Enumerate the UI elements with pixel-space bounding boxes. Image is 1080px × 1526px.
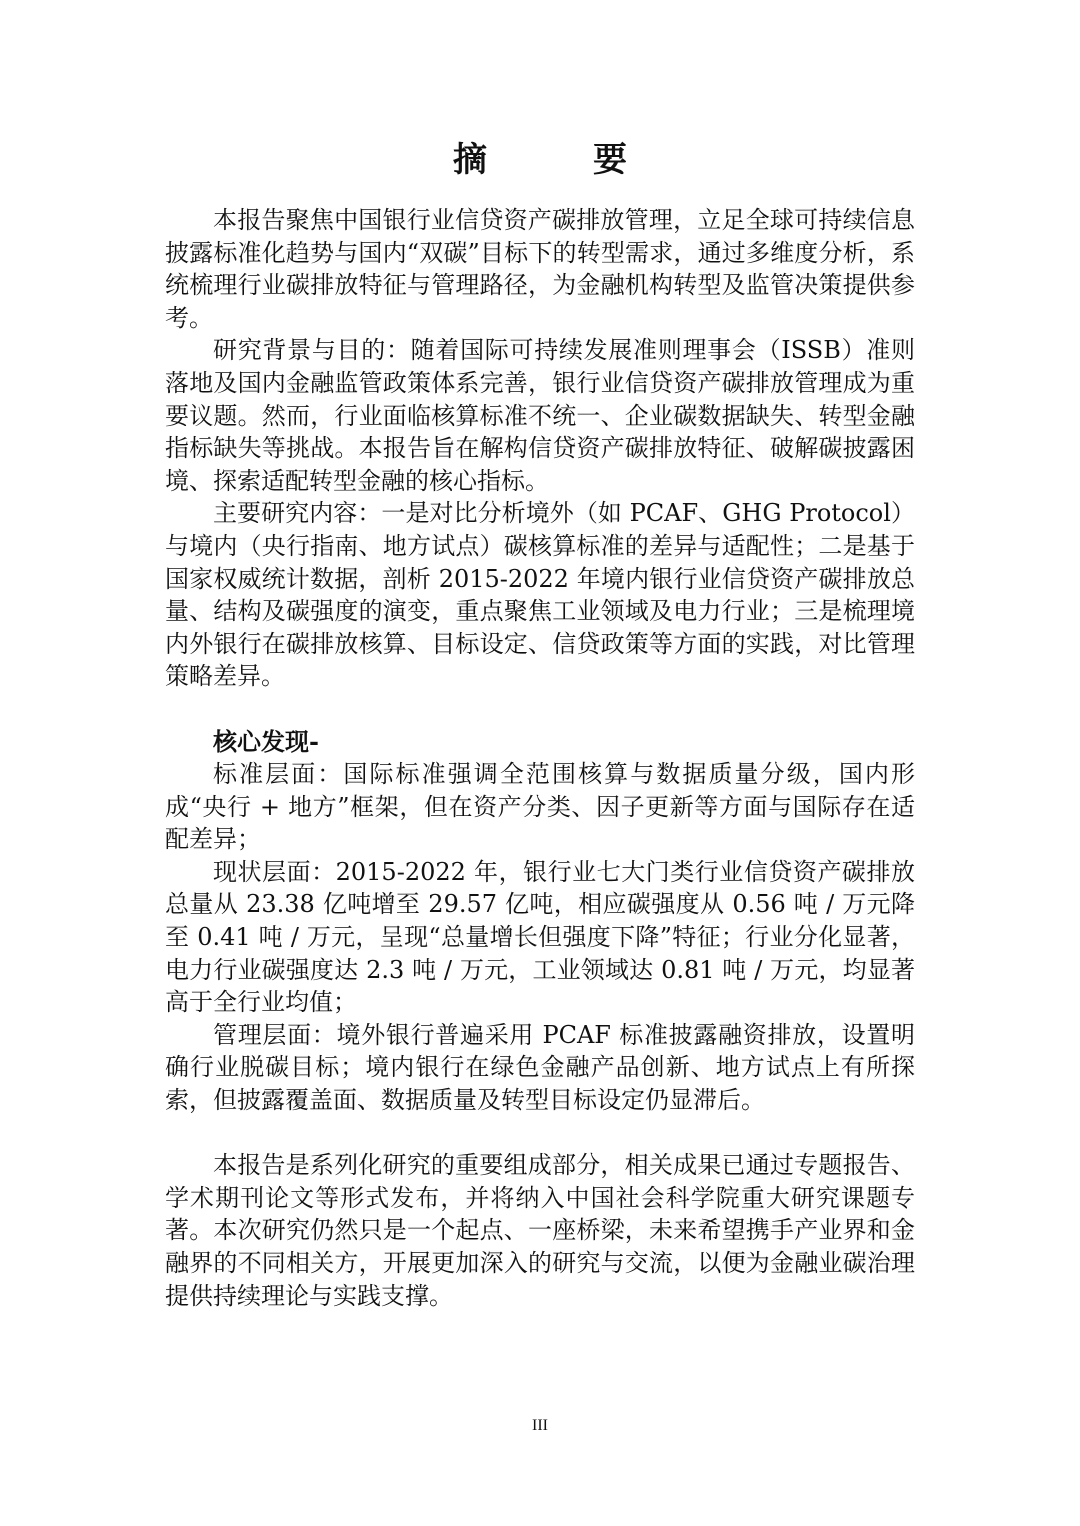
page-number: III (532, 1417, 548, 1434)
page-title: 摘 要 (453, 140, 663, 180)
finding-status-paragraph: 现状层面：2015-2022 年，银行业七大门类行业信贷资产碳排放总量从 23.38 亿吨增至 29.57 亿吨，相应碳强度从 0.56 吨 / 万元降至 0.41 吨 / 万元，呈现“总量增长但强度下降”特征；行业分化显著，电力行业碳强度达 2.3 吨 / 万元，工业领域达 0.81 吨 / 万元，均显著高于全行业均值； (165, 857, 915, 1017)
content-paragraph: 主要研究内容：一是对比分析境外（如 PCAF、GHG Protocol）与境内（央行指南、地方试点）碳核算标准的差异与适配性；二是基于国家权威统计数据，剖析 2015-2022 年境内银行业信贷资产碳排放总量、结构及碳强度的演变，重点聚焦工业领域及电力行业；三是梳理境内外银行在碳排放核算、目标设定、信贷政策等方面的实践，对比管理策略差异。 (165, 499, 915, 691)
background-paragraph: 研究背景与目的：随着国际可持续发展准则理事会（ISSB）准则落地及国内金融监管政策体系完善，银行业信贷资产碳排放管理成为重要议题。然而，行业面临核算标准不统一、企业碳数据缺失、转型金融指标缺失等挑战。本报告旨在解构信贷资产碳排放特征、破解碳披露困境、探索适配转型金融的核心指标。 (165, 336, 915, 495)
findings-heading: 核心发现- (213, 726, 319, 756)
finding-standard-paragraph: 标准层面：国际标准强调全范围核算与数据质量分级，国内形成“央行 + 地方”框架，但在资产分类、因子更新等方面与国际存在适配差异； (165, 760, 915, 854)
section-spacer (165, 693, 915, 726)
finding-management-paragraph: 管理层面：境外银行普遍采用 PCAF 标准披露融资排放，设置明确行业脱碳目标；境内银行在绿色金融产品创新、地方试点上有所探索，但披露覆盖面、数据质量及转型目标设定仍显滞后。 (165, 1020, 915, 1115)
abstract-body (165, 204, 915, 1312)
closing-paragraph: 本报告是系列化研究的重要组成部分，相关成果已通过专题报告、学术期刊论文等形式发布，并将纳入中国社会科学院重大研究课题专著。本次研究仍然只是一个起点、一座桥梁，未来希望携手产业界和金融界的不同相关方，开展更加深入的研究与交流，以便为金融业碳治理提供持续理论与实践支撑。 (165, 1151, 915, 1310)
intro-paragraph: 本报告聚焦中国银行业信贷资产碳排放管理，立足全球可持续信息披露标准化趋势与国内“双碳”目标下的转型需求，通过多维度分析，系统梳理行业碳排放特征与管理路径，为金融机构转型及监管决策提供参考。 (165, 206, 915, 332)
section-spacer (165, 1117, 915, 1150)
